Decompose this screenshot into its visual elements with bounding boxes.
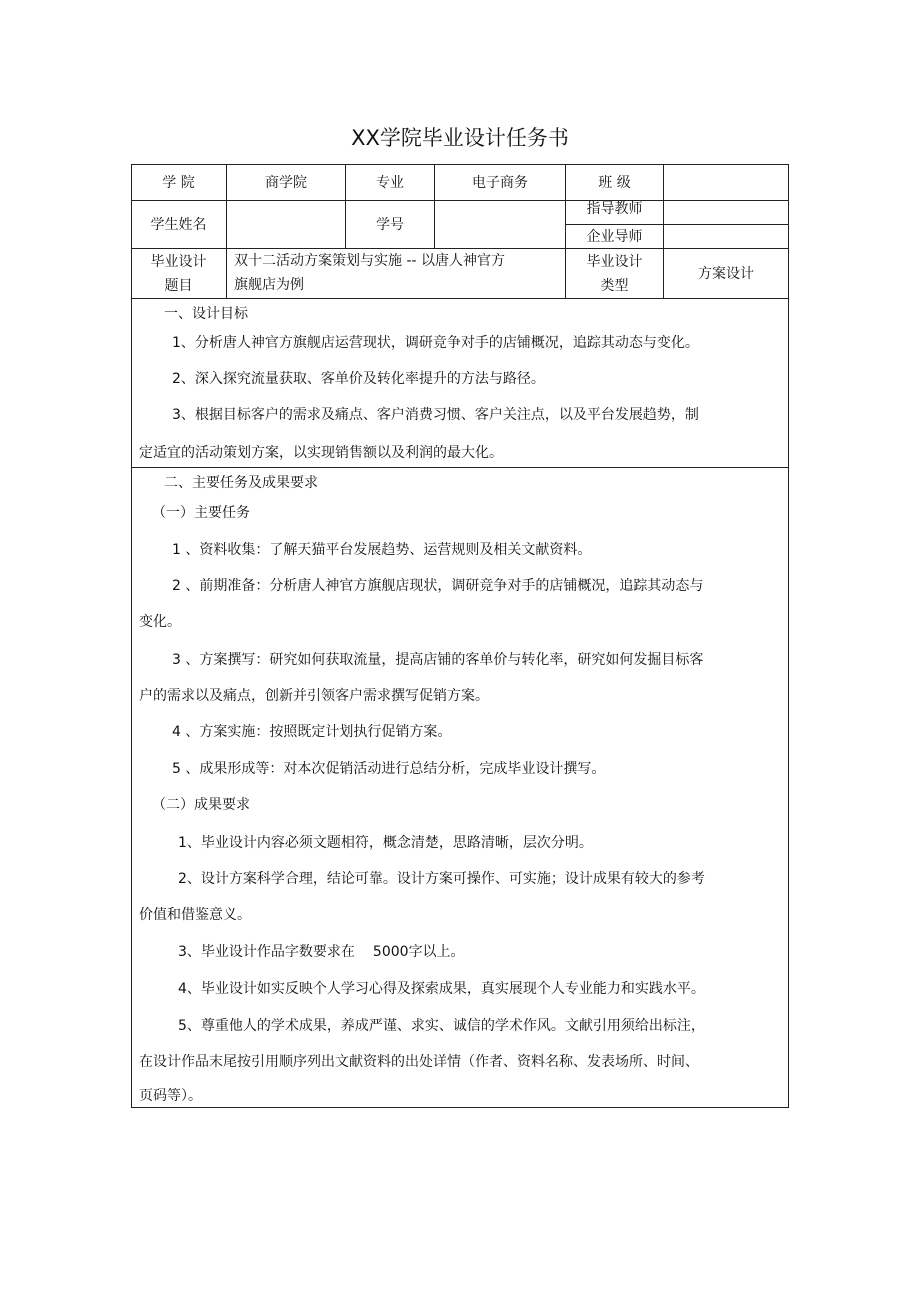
word-count-number: 5000 [372,944,409,960]
major-value: 电子商务 [472,174,528,191]
topic-value [234,249,564,297]
requirement-item-2-line1: 2、设计方案科学合理，结论可靠。设计方案可操作、可实施；设计成果有较大的参考 [178,871,705,887]
class-label: 班 级 [598,174,631,191]
topic-label-line1: 毕业设计 [150,253,207,270]
task-item-2-line2: 变化。 [139,614,181,630]
requirement-item-3-prefix: 3、毕业设计作品字数要求在 [178,944,355,960]
advisor-label: 指导教师 [586,201,643,217]
student-id-value [435,201,565,248]
task-item-3-line2: 户的需求以及痛点，创新并引领客户需求撰写促销方案。 [139,688,489,704]
task-item-1: 1 、资料收集：了解天猫平台发展趋势、运营规则及相关文献资料。 [172,542,592,558]
tasks-heading: 二、主要任务及成果要求 [164,475,318,491]
row-divider [131,298,789,299]
task-item-3-line1: 3 、方案撰写：研究如何获取流量，提高店铺的客单价与转化率，研究如何发掘目标客 [172,652,704,668]
topic-line2: 旗舰店为例 [234,277,304,293]
type-value: 方案设计 [698,265,754,282]
goal-item-3-line1: 3、根据目标客户的需求及痛点、客户消费习惯、客户关注点，以及平台发展趋势，制 [172,407,699,423]
requirement-item-5-line3: 页码等）。 [139,1088,202,1104]
type-label [566,249,663,298]
topic-label [131,249,226,298]
requirement-item-5-line1: 5、尊重他人的学术成果，养成严谨、求实、诚信的学术作风。文献引用须给出标注， [178,1018,705,1034]
task-item-2-line1: 2 、前期准备：分析唐人神官方旗舰店现状，调研竞争对手的店铺概况，追踪其动态与 [172,578,704,594]
requirement-item-3-suffix: 字以上。 [408,944,465,960]
task-item-5: 5 、成果形成等：对本次促销活动进行总结分析，完成毕业设计撰写。 [172,761,606,777]
tasks-subheading-1: （一）主要任务 [152,505,250,521]
company-mentor-value [664,225,788,248]
page-title: XX学院毕业设计任务书 [351,126,569,150]
goals-heading: 一、设计目标 [164,306,248,322]
college-label: 学 院 [162,174,195,191]
company-mentor-label: 企业导师 [586,228,643,245]
goal-item-1: 1、分析唐人神官方旗舰店运营现状，调研竞争对手的店铺概况，追踪其动态与变化。 [172,335,699,351]
type-label-line1: 毕业设计 [586,253,643,270]
type-label-line2: 类型 [600,277,629,294]
goal-item-3-line2: 定适宜的活动策划方案，以实现销售额以及利润的最大化。 [139,445,503,461]
student-name-value [227,201,345,248]
task-item-4: 4 、方案实施：按照既定计划执行促销方案。 [172,724,452,740]
college-value: 商学院 [265,174,307,191]
tasks-subheading-2: （二）成果要求 [152,797,250,813]
student-id-label: 学号 [376,216,404,233]
goal-item-2: 2、深入探究流量获取、客单价及转化率提升的方法与路径。 [172,371,545,387]
section-divider [131,467,789,468]
requirement-item-3 [178,942,465,962]
advisor-value [664,201,788,224]
requirement-item-1: 1、毕业设计内容必须文题相符，概念清楚，思路清晰，层次分明。 [178,835,593,851]
major-label: 专业 [376,174,404,191]
topic-label-line2: 题目 [164,277,193,294]
requirement-item-5-line2: 在设计作品末尾按引用顺序列出文献资料的出处详情（作者、资料名称、发表场所、时间、 [139,1054,699,1070]
topic-line1: 双十二活动方案策划与实施 -- 以唐人神官方 [234,253,506,269]
requirement-item-2-line2: 价值和借鉴意义。 [139,907,251,923]
class-value [664,165,788,200]
requirement-item-4: 4、毕业设计如实反映个人学习心得及探索成果，真实展现个人专业能力和实践水平。 [178,981,705,997]
student-name-label: 学生姓名 [150,216,207,233]
